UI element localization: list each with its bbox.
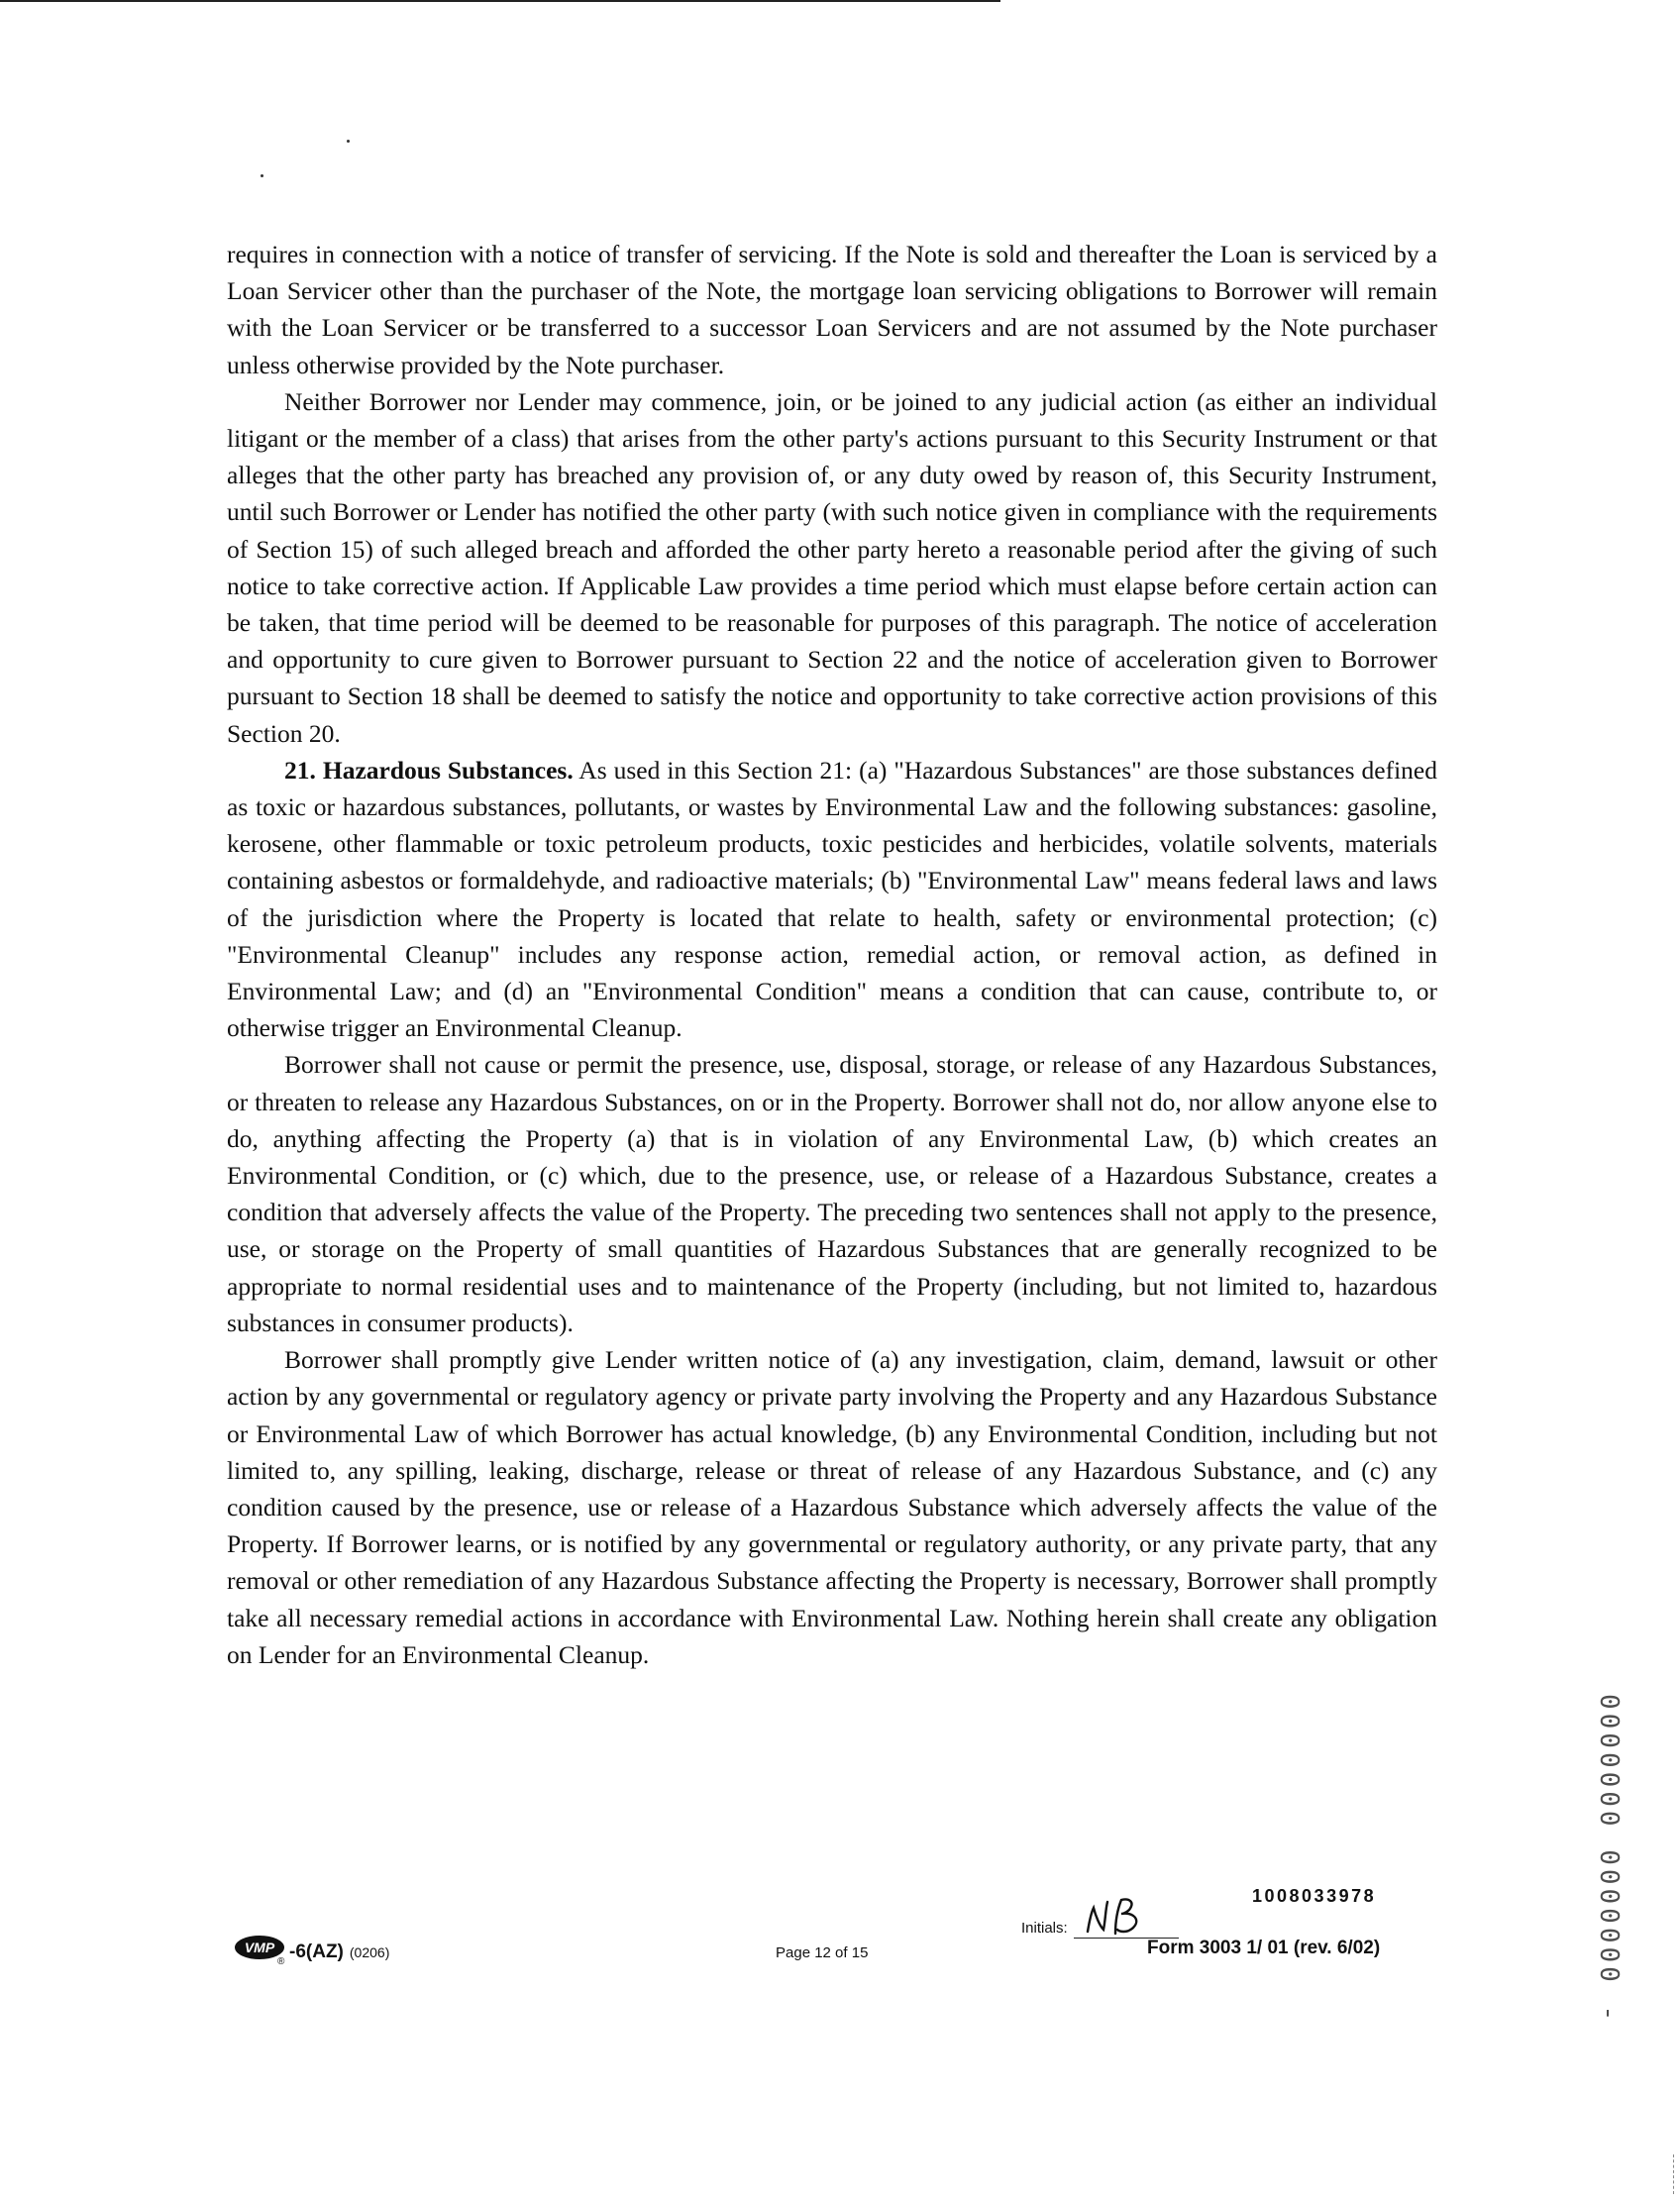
form-identifier: [234, 1935, 389, 1964]
scan-speck: [347, 140, 350, 143]
page-number: Page 12 of 15: [776, 1944, 869, 1961]
paragraph-text: Neither Borrower nor Lender may commence, join, or be joined to any judicial action (as either an individual litigant or the member of a class) that arises from the other party's actions pursuant to this Security Instrument or that alleges that the other party has breached any provision of, or any duty owed by reason of, this Security Instrument, until such Borrower or Lender has notified the other party (with such notice given in compliance with the requirements of Section 15) of such alleged breach and afforded the other party hereto a reasonable period after the giving of such notice to take corrective action. If Applicable Law provides a time period which must elapse before certain action can be taken, that time period will be deemed to be reasonable for purposes of this paragraph. The notice of acceleration and opportunity to cure given to Borrower pursuant to Section 22 and the notice of acceleration given to Borrower pursuant to Section 18 shall be deemed to satisfy the notice and opportunity to take corrective action provisions of this Section 20.: [227, 386, 1437, 748]
margin-stamp-text: 0000000 0000000 -: [1594, 1694, 1624, 2026]
section-heading: 21. Hazardous Substances.: [284, 755, 574, 785]
paragraph: [227, 236, 1437, 383]
scan-speck: [261, 174, 263, 177]
paragraph-text: Borrower shall promptly give Lender written notice of (a) any investigation, claim, demand, lawsuit or other action by any governmental or regulatory agency or private party involving the Property and any Hazardous Substance or Environmental Law of which Borrower has actual knowledge, (b) any Environmental Condition, including but not limited to, any spilling, leaking, discharge, release or threat of release of any Hazardous Substance, and (c) any condition caused by the presence, use or release of a Hazardous Substance which adversely affects the value of the Property. If Borrower learns, or is notified by any governmental or regulatory authority, or any private party, that any removal or other remediation of any Hazardous Substance affecting the Property is necessary, Borrower shall promptly take all necessary remedial actions in accordance with Environmental Law. Nothing herein shall create any obligation on Lender for an Environmental Cleanup.: [227, 1345, 1437, 1669]
paragraph-text: Borrower shall not cause or permit the presence, use, disposal, storage, or release of any Hazardous Substances, or threaten to release any Hazardous Substances, on or in the Property. Borrower shall not do, nor allow anyone else to do, anything affecting the Property (a) that is in violation of any Environmental Law, (b) which creates an Environmental Condition, or (c) which, due to the presence, use, or release of a Hazardous Substance, creates a condition that adversely affects the value of the Property. The preceding two sentences shall not apply to the presence, use, or storage on the Property of small quantities of Hazardous Substances that are generally recognized to be appropriate to normal residential uses and to maintenance of the Property (including, but not limited to, hazardous substances in consumer products).: [227, 1050, 1437, 1337]
form-code-date: (0206): [349, 1944, 390, 1960]
paragraph-text: requires in connection with a notice of transfer of servicing. If the Note is sold and thereafter the Loan is serviced by a Loan Servicer other than the purchaser of the Note, the mortgage loan servicing obligations to Borrower will remain with the Loan Servicer or be transferred to a successor Loan Servicers and are not assumed by the Note purchaser unless otherwise provided by the Note purchaser.: [227, 240, 1437, 379]
loan-number: 1008033978: [1252, 1886, 1377, 1906]
paragraph: [227, 383, 1437, 752]
form-number: Form 3003 1/ 01 (rev. 6/02): [1147, 1938, 1381, 1958]
logo-text: VMP: [244, 1940, 275, 1955]
paragraph: [227, 752, 1437, 1047]
initials-label: Initials:: [1021, 1920, 1068, 1937]
scan-edge-mark: [1673, 2154, 1675, 2194]
paragraph: [227, 1046, 1437, 1341]
scan-edge-line: [0, 0, 1000, 2]
document-body: [227, 236, 1437, 1673]
margin-stamp: [1594, 1694, 1625, 2026]
initials-signature: [1082, 1890, 1161, 1940]
registered-mark: ®: [277, 1956, 285, 1964]
vmp-logo-icon: [234, 1935, 287, 1964]
paragraph: [227, 1341, 1437, 1673]
paragraph-text: As used in this Section 21: (a) "Hazardous Substances" are those substances defined as toxic or hazardous substances, pollutants, or wastes by Environmental Law and the following substances: gasoline, kerosene, other flammable or toxic petroleum products, toxic pesticides and herbicides, volatile solvents, materials containing asbestos or formaldehyde, and radioactive materials; (b) "Environmental Law" means federal laws and laws of the jurisdiction where the Property is located that relate to health, safety or environmental protection; (c) "Environmental Cleanup" includes any response action, remedial action, or removal action, as defined in Environmental Law; and (d) an "Environmental Condition" means a condition that can cause, contribute to, or otherwise trigger an Environmental Cleanup.: [227, 755, 1437, 1043]
form-code: -6(AZ): [289, 1941, 344, 1962]
